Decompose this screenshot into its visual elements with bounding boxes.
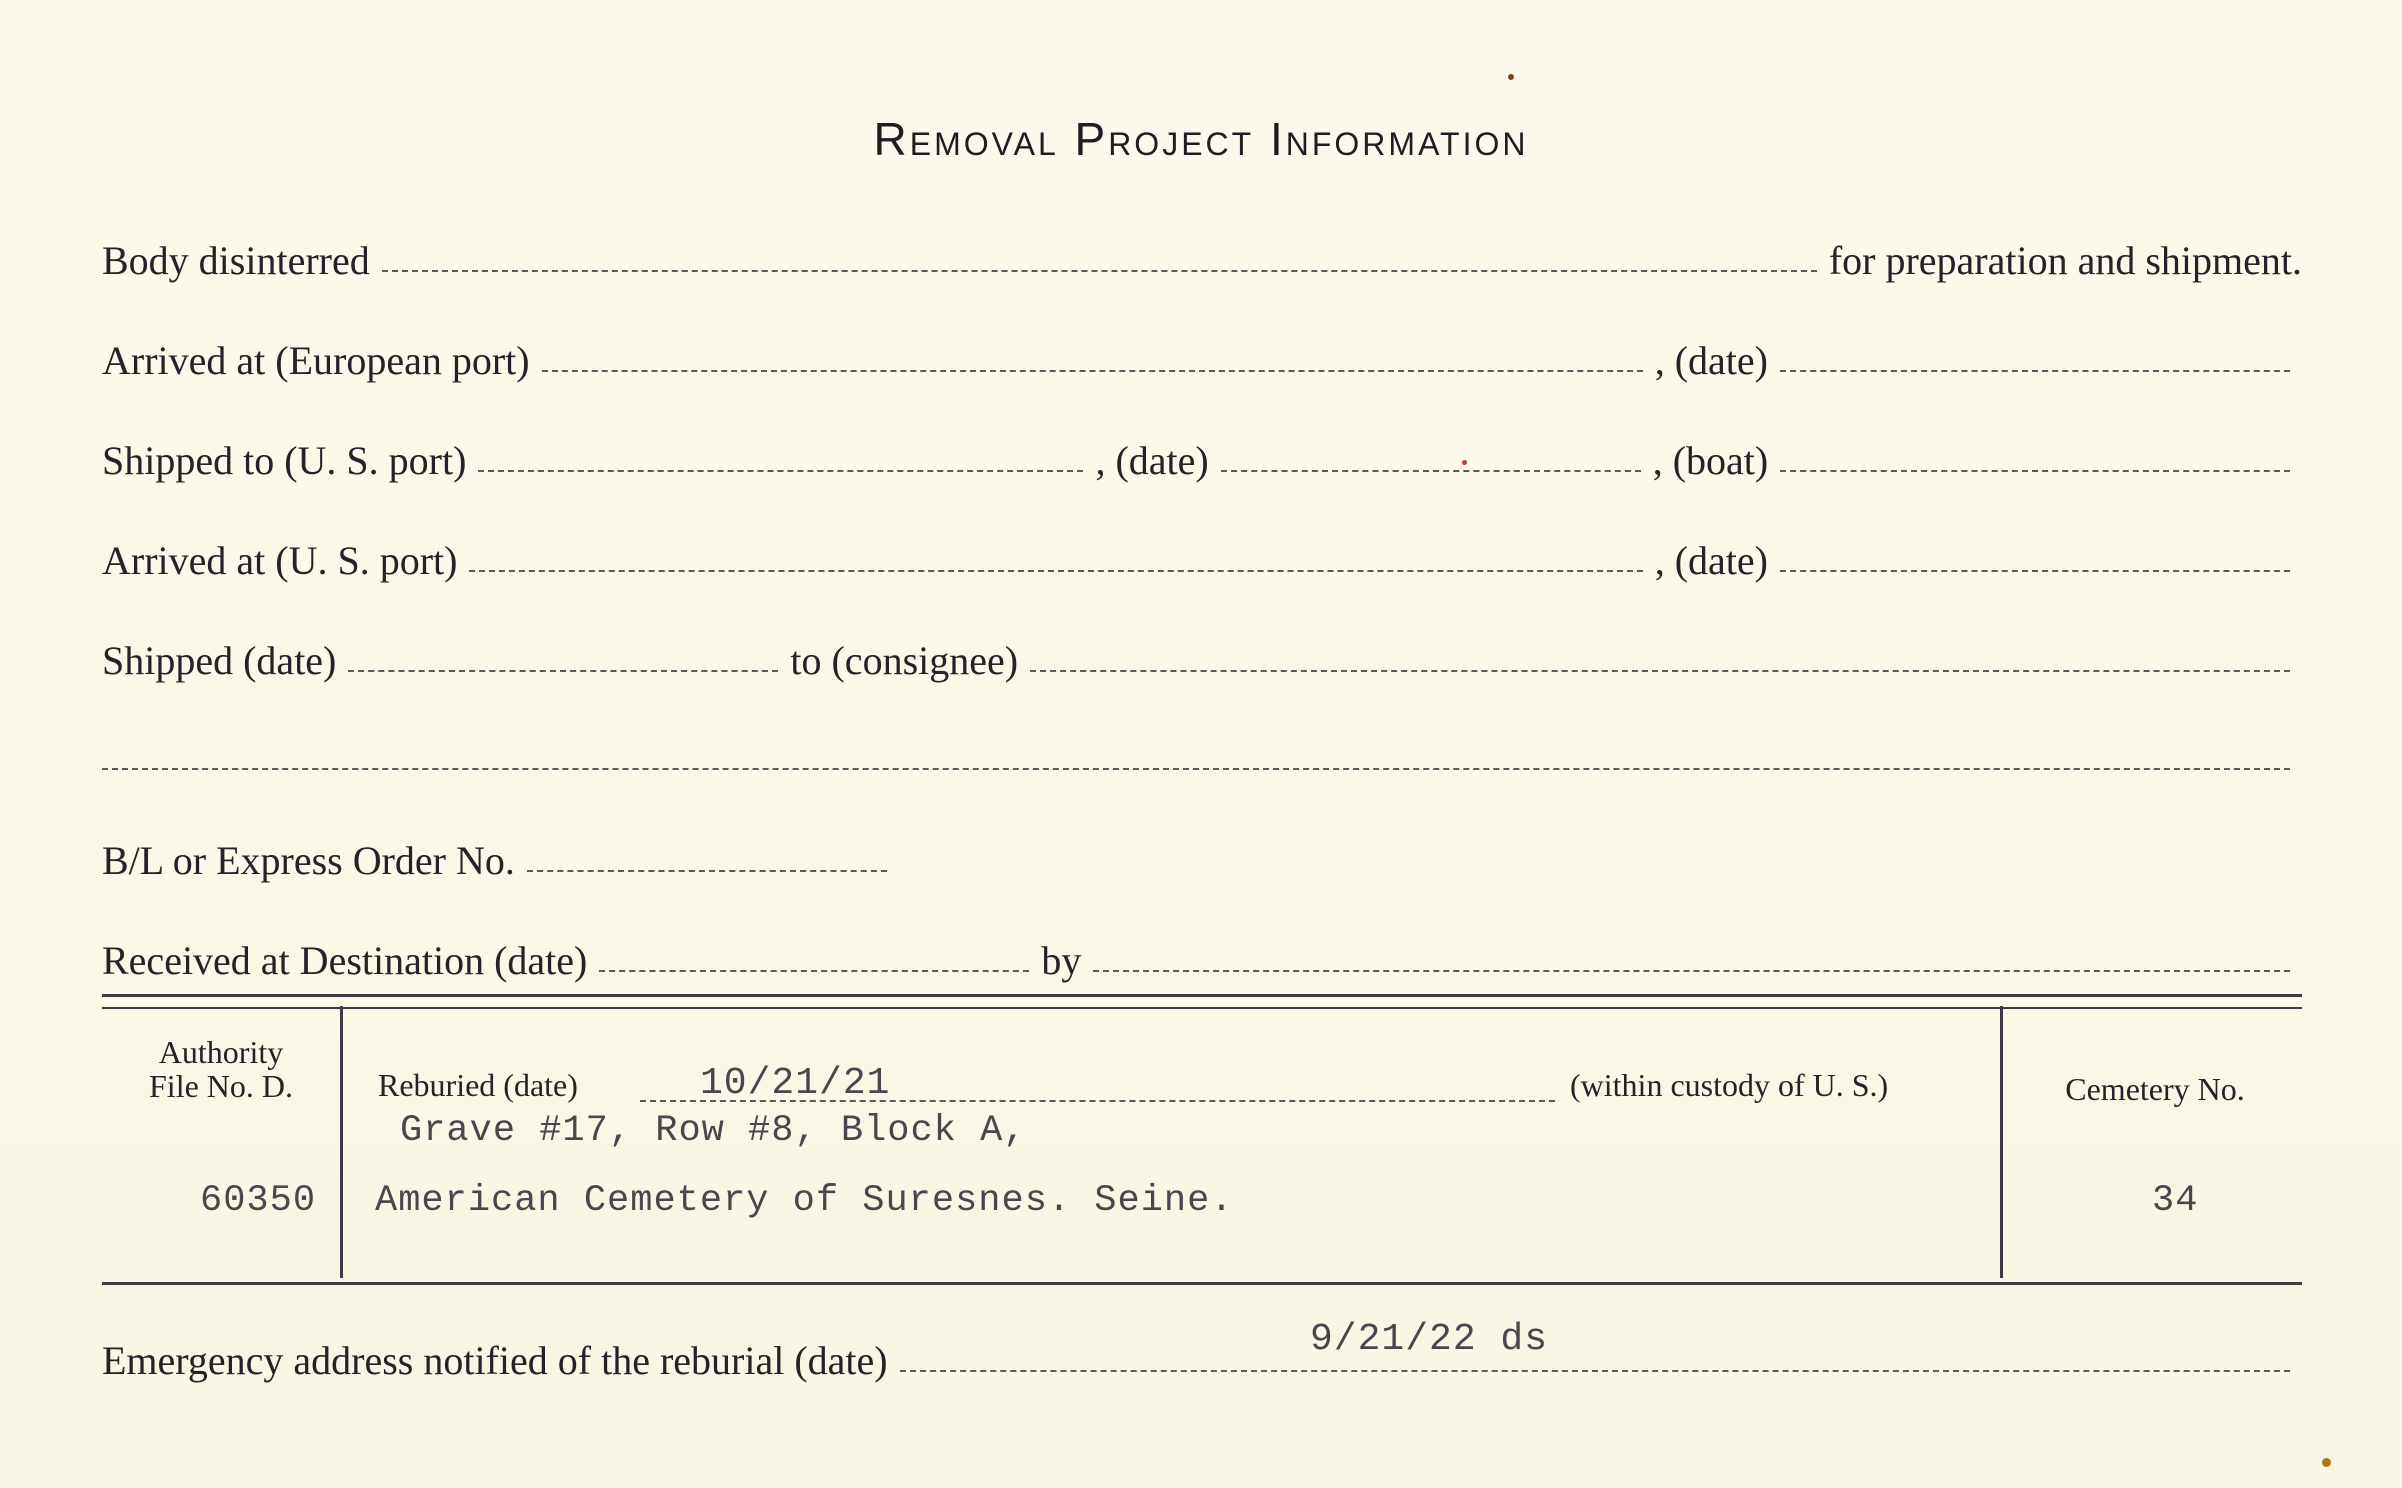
shipped-to-row (102, 424, 2302, 484)
emergency-date-field[interactable] (900, 1370, 2290, 1372)
received-date-field[interactable] (599, 970, 1029, 972)
shipped-date-value-field[interactable] (348, 670, 778, 672)
ink-speck (2322, 1458, 2331, 1467)
reburied-date-value: 10/21/21 (700, 1062, 891, 1105)
emergency-address-row (102, 1324, 2302, 1384)
european-port-field[interactable] (542, 370, 1643, 372)
table-divider-right (2000, 1006, 2003, 1278)
cemetery-line: American Cemetery of Suresnes. Seine. (375, 1180, 1234, 1222)
arrived-european-row (102, 324, 2302, 384)
cemetery-no-label: Cemetery No. (2065, 1071, 2245, 1107)
card-title: Removal Project Information (873, 113, 1529, 165)
date-label-1: , (date) (1654, 338, 1768, 383)
authority-label: Authority (158, 1034, 284, 1070)
arrived-us-port-field[interactable] (469, 570, 1642, 572)
shipped-to-label: Shipped to (U. S. port) (102, 438, 467, 483)
file-no-value: 60350 (200, 1180, 317, 1222)
ink-speck (1508, 74, 1514, 80)
date-label-2: , (date) (1095, 438, 1209, 483)
arrived-us-label: Arrived at (U. S. port) (102, 538, 458, 583)
received-by-field[interactable] (1093, 970, 2290, 972)
to-consignee-label: to (consignee) (790, 638, 1019, 683)
table-bottom-rule (102, 1282, 2302, 1285)
file-no-label: File No. D. (149, 1068, 293, 1104)
for-preparation-label: for preparation and shipment. (1828, 238, 2302, 283)
bl-express-label: B/L or Express Order No. (102, 838, 515, 883)
bl-express-row (102, 824, 2302, 884)
boat-field[interactable] (1780, 470, 2290, 472)
ink-speck (1462, 460, 1467, 465)
arrived-us-row (102, 524, 2302, 584)
custody-label: (within custody of U. S.) (1570, 1067, 1889, 1103)
date-label-3: , (date) (1654, 538, 1768, 583)
bl-express-field[interactable] (527, 870, 887, 872)
body-disinterred-field[interactable] (382, 270, 1817, 272)
shipped-date-label: Shipped (date) (102, 638, 337, 683)
arrived-european-label: Arrived at (European port) (102, 338, 530, 383)
arrived-us-date-field[interactable] (1780, 570, 2290, 572)
consignee-field[interactable] (1030, 670, 2290, 672)
emergency-address-label: Emergency address notified of the reburial (date) (102, 1338, 888, 1383)
grave-line: Grave #17, Row #8, Block A, (400, 1110, 1027, 1152)
consignee-continuation-field[interactable] (102, 768, 2290, 770)
received-destination-row (102, 924, 2302, 984)
received-destination-label: Received at Destination (date) (102, 938, 588, 983)
boat-label: , (boat) (1652, 438, 1769, 483)
shipped-consignee-row (102, 624, 2302, 684)
us-port-field[interactable] (478, 470, 1083, 472)
body-disinterred-label: Body disinterred (102, 238, 370, 283)
consignee-continuation-row (102, 722, 2302, 782)
shipped-date-field[interactable] (1221, 470, 1641, 472)
cemetery-no-value: 34 (2152, 1180, 2199, 1222)
by-label: by (1041, 938, 1082, 983)
reburied-label: Reburied (date) (378, 1067, 578, 1103)
emergency-date-value: 9/21/22 ds (1310, 1318, 1549, 1361)
body-disinterred-row (102, 224, 2302, 284)
table-top-rule (102, 994, 2302, 1009)
european-date-field[interactable] (1780, 370, 2290, 372)
table-divider-left (340, 1006, 343, 1278)
